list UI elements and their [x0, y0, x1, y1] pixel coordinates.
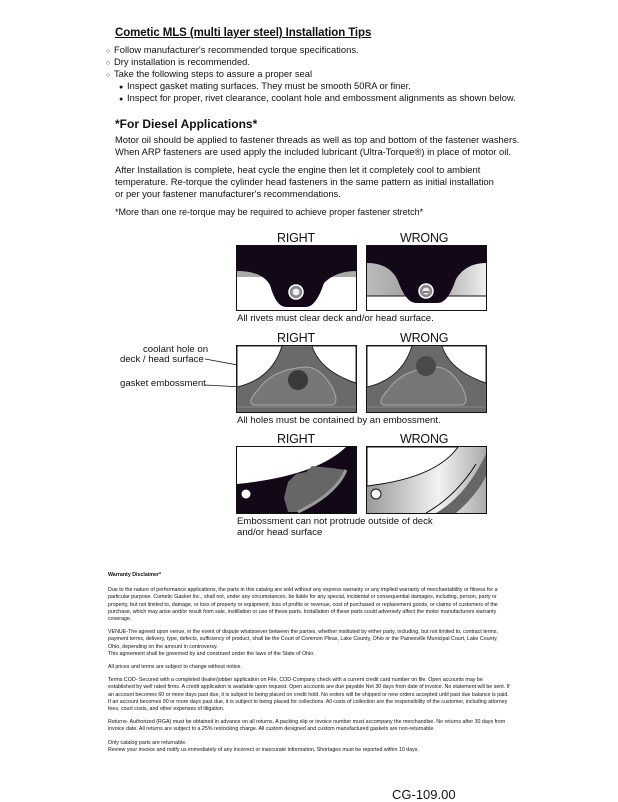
hole-right-diagram — [236, 345, 357, 413]
diesel-paragraph-line: temperature. Re-torque the cylinder head fasteners in the same pattern as initial installation — [115, 176, 494, 187]
bullet-icon: ● — [119, 96, 124, 103]
right-label: RIGHT — [277, 432, 315, 446]
warranty-paragraph: Only catalog parts are returnable. — [108, 739, 187, 746]
diesel-paragraph-line: Motor oil should be applied to fastener threads as well as top and bottom of the fastener washers. — [115, 134, 520, 145]
diesel-paragraph-line: After Installation is complete, heat cycle the engine then let it completely cool to ambient — [115, 164, 481, 175]
warranty-paragraph: Returns- Authorized (RGA) must be obtained in advance on all returns. A packing slip or invoice number must accompany the merchandise. No returns after 30 days from invoice date. All returns are subject to a 25% restocking charge. All custom designed and custom manufactured gaskets are non-returnable. — [108, 719, 506, 733]
tip-text: Follow manufacturer's recommended torque specifications. — [114, 44, 359, 55]
page-code: CG-109.00 — [392, 787, 456, 802]
rivet-right-diagram — [236, 245, 357, 311]
coolant-hole-label: deck / head surface — [120, 354, 204, 365]
warranty-paragraph: Review your invoice and notify us immediately of any incorrect or inaccurate information. Shortages must be reported within 10 days. — [108, 746, 419, 753]
protrude-right-diagram — [236, 446, 357, 514]
bullet-icon: ● — [119, 84, 124, 91]
warranty-paragraph: All prices and terms are subject to change without notice. — [108, 664, 242, 671]
wrong-label: WRONG — [400, 331, 449, 345]
page-title: Cometic MLS (multi layer steel) Installation Tips — [115, 27, 372, 39]
sub-tip-item — [119, 80, 411, 91]
protrude-wrong-diagram — [366, 446, 487, 514]
warranty-title: Warranty Disclaimer* — [108, 572, 162, 578]
warranty-paragraph: Terms COD- Secured with a completed dealer/jobber application on File, COD-Company check with a current credit card number on file. Open accounts may be established by well rated firms. A credit application is available upon request. Open accounts are due payable Net 30 days from date of invoice. No statement will be sent. If an account becomes 60 or more days past due, it is subject to being placed on credit hold. No orders will be shipped or new orders accepted until past due balance is paid. If an account becomes 90 or more days past due, it is subject to being placed for collections. All costs of collection are the responsibility of the customer, including attorney fees, court costs, and other expenses of litigation. — [108, 677, 510, 713]
right-label: RIGHT — [277, 231, 315, 245]
coolant-hole-label: coolant hole on — [143, 344, 209, 355]
warranty-paragraph: Due to the nature of performance applications, the parts in this catalog are sold without any express warranty or any implied warranty of merchantability or fitness for a particular purpose. Cometic Gasket Inc., shall not, under any circumstances, be liable for any special, incidental or consequential damages, including, person, party or property, but not limited to, damage, or loss of property or equipment, loss of profits or revenue, cost of purchased or replacement goods, or claims of customers of the purchase, which may arise and/or result from sale, instillation or use of these parts. Installation of these parts could adversely affect the motor manufacturers warranty coverage. — [108, 587, 498, 623]
tip-item — [106, 44, 359, 55]
tip-text: Dry installation is recommended. — [114, 56, 250, 67]
wrong-label: WRONG — [400, 432, 449, 446]
tip-text: Take the following steps to assure a proper seal — [114, 68, 313, 79]
sub-tip-item — [119, 92, 516, 103]
wrong-label: WRONG — [400, 231, 449, 245]
hole-caption: All holes must be contained by an embossment. — [237, 415, 441, 426]
circle-bullet-icon: ○ — [106, 60, 111, 67]
tip-item — [106, 56, 250, 67]
diesel-paragraph-line: or per your fastener manufacturer's recommendations. — [115, 188, 341, 199]
embossment-label: gasket embossment — [120, 378, 206, 389]
diesel-note: *More than one re-torque may be required to achieve proper fastener stretch* — [115, 207, 424, 217]
warranty-paragraph: VENUE-The agreed upon venue, in the event of dispute whatsoever between the parties, whether instituted by either party, including, but not limited to, contract terms, payment terms, delivery, type, defects, sufficiency of product, shall be the Court of Common Pleas, Lake County, Ohio or the Painesville Municipal Court, Lake County, Ohio, depending on the amount in controversy. — [108, 629, 499, 650]
hole-wrong-diagram — [366, 345, 487, 413]
rivet-caption: All rivets must clear deck and/or head surface. — [237, 313, 434, 324]
diesel-heading: *For Diesel Applications* — [115, 117, 258, 131]
circle-bullet-icon: ○ — [106, 72, 111, 79]
warranty-section — [108, 572, 510, 760]
tip-text: Inspect gasket mating surfaces. They must be smooth 50RA or finer. — [127, 80, 411, 91]
protrude-caption: and/or head surface — [237, 527, 323, 538]
tip-text: Inspect for proper, rivet clearance, coolant hole and embossment alignments as shown below. — [127, 92, 516, 103]
protrude-caption: Embossment can not protrude outside of deck — [237, 516, 433, 527]
circle-bullet-icon: ○ — [106, 48, 111, 55]
rivet-wrong-diagram — [366, 245, 487, 311]
diesel-paragraph-line: When ARP fasteners are used apply the included lubricant (Ultra-Torque®) in place of motor oil. — [115, 146, 511, 157]
right-label: RIGHT — [277, 331, 315, 345]
tip-item — [106, 68, 312, 79]
warranty-paragraph: This agreement shall be governed by and construed under the laws of the State of Ohio. — [108, 650, 315, 657]
